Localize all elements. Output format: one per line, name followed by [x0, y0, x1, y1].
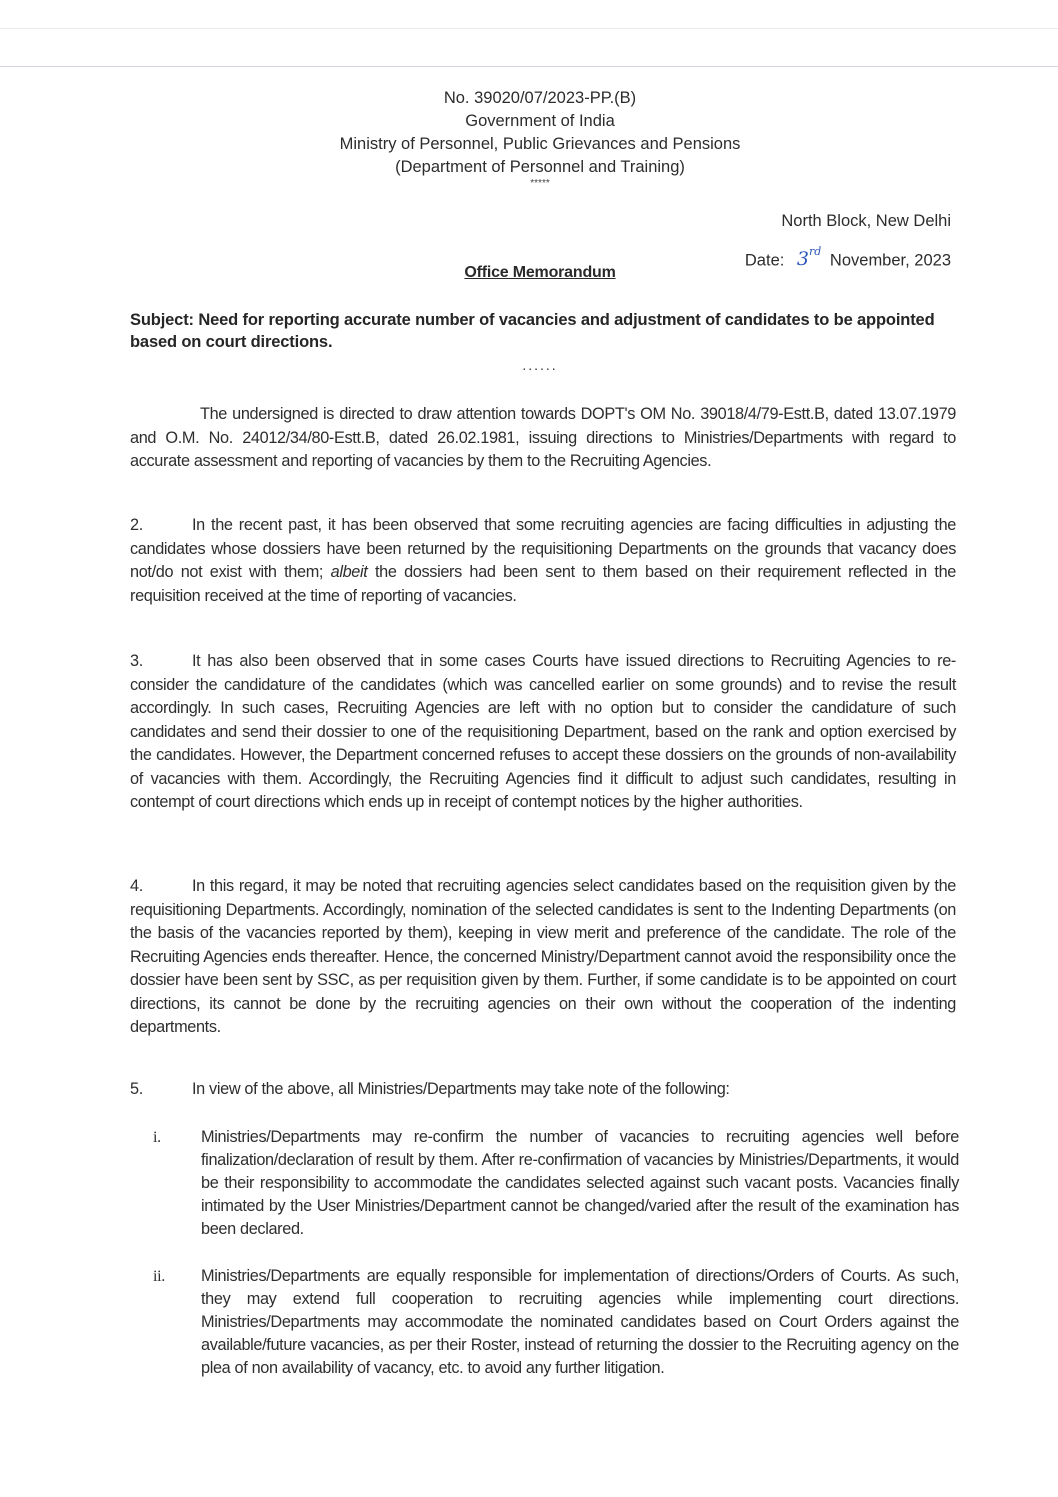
date-day-number: 3	[796, 248, 810, 271]
paragraph-1	[130, 403, 956, 474]
memo-subject: Subject: Need for reporting accurate number of vacancies and adjustment of candidates to be appointed based on court directions.	[130, 311, 935, 351]
date-label: Date:	[744, 251, 785, 270]
date-month-year: November, 2023	[829, 251, 951, 270]
paragraph-number: 2.	[130, 516, 143, 534]
sub-point-i	[153, 1126, 959, 1241]
paragraph-number: 4.	[130, 877, 143, 895]
paragraph-text: It has also been observed that in some cases Courts have issued directions to Recruiting Agencies to re-consider the candidature of the candidates (which was cancelled earlier on some grounds) and to revise the result accordingly. In such cases, Recruiting Agencies are left with no option but to consider the candidature of such candidates and send their dossier to one of the requisitioning Department, based on the rank and option exercised by the candidates. However, the Department concerned refuses to accept these dossiers on the grounds of non-availability of vacancies with them. Accordingly, the Recruiting Agencies find it difficult to adjust such candidates, resulting in contempt of court directions which ends up in receipt of contempt notices by the higher authorities.	[130, 652, 956, 811]
sub-point-ii	[153, 1265, 959, 1380]
document-header	[0, 87, 1058, 189]
file-number: No. 39020/07/2023-PP.(B)	[443, 89, 637, 107]
paragraph-3	[130, 650, 956, 815]
government-name: Government of India	[465, 112, 615, 130]
paragraph-4	[130, 875, 956, 1040]
paragraph-number: 3.	[130, 652, 143, 670]
subject-divider: ......	[522, 357, 558, 373]
paragraph-text: In this regard, it may be noted that recruiting agencies select candidates based on the requisition given by the requisitioning Departments. Accordingly, nomination of the selected candidates is sent to the Indenting Departments (on the basis of the vacancies reported by them), keeping in view merit and preference of the candidate. The role of the Recruiting Agencies ends thereafter. Hence, the concerned Ministry/Department cannot avoid the responsibility once the dossier have been sent by SSC, as per requisition given by them. Further, if some candidate is to be appointed on court directions, its cannot be done by the recruiting agencies on their own without the cooperation of the indenting departments.	[130, 877, 956, 1036]
paragraph-italic-word: albeit	[330, 563, 368, 581]
paragraph-5	[130, 1078, 956, 1102]
sub-point-text: Ministries/Departments are equally responsible for implementation of directions/Orders of Courts. As such, they may extend full cooperation to recruiting agencies while implementing court directions. Ministries/Departments may accommodate the nominated candidates based on Court Orders against the available/future vacancies, as per their Roster, instead of returning the dossier to the Recruiting agency on the plea of non availability of vacancy, etc. to avoid any further litigation.	[201, 1267, 959, 1377]
scan-edge-line-top	[0, 28, 1058, 29]
header-separator: *****	[530, 178, 550, 189]
ministry-name: Ministry of Personnel, Public Grievances and Pensions	[339, 135, 741, 153]
paragraph-text: In the recent past, it has been observed that some recruiting agencies are facing difficulties in adjusting the candidates whose dossiers have been returned by the requisitioning Departments on the grounds that vacancy does not/do not exist with them;	[130, 516, 956, 581]
sub-point-text: Ministries/Departments may re-confirm the number of vacancies to recruiting agencies well before finalization/declaration of result by them. After re-confirmation of vacancies by Ministries/Departments, it would be their responsibility to accommodate the candidates selected against such vacant posts. Vacancies finally intimated by the User Ministries/Department cannot be changed/varied after the result of the examination has been declared.	[201, 1128, 959, 1238]
paragraph-2	[130, 514, 956, 608]
memo-title: Office Memorandum	[464, 264, 616, 281]
date-day-suffix: rd	[809, 245, 822, 258]
department-name: (Department of Personnel and Training)	[395, 158, 685, 176]
scan-edge-line	[0, 66, 1058, 67]
sub-point-numeral: ii.	[153, 1268, 165, 1285]
paragraph-number: 5.	[130, 1080, 143, 1098]
paragraph-text: In view of the above, all Ministries/Departments may take note of the following:	[192, 1080, 730, 1098]
paragraph-text: The undersigned is directed to draw attention towards DOPT's OM No. 39018/4/79-Estt.B, dated 13.07.1979 and O.M. No. 24012/34/80-Estt.B, dated 26.02.1981, issuing directions to Ministries/Departments with regard to accurate assessment and reporting of vacancies by them to the Recruiting Agencies.	[130, 405, 956, 470]
paragraph-text-continued: the dossiers had been sent to them based on their requirement reflected in the requisition received at the time of reporting of vacancies.	[130, 563, 956, 605]
place: North Block, New Delhi	[781, 212, 951, 230]
sub-point-numeral: i.	[153, 1129, 161, 1146]
